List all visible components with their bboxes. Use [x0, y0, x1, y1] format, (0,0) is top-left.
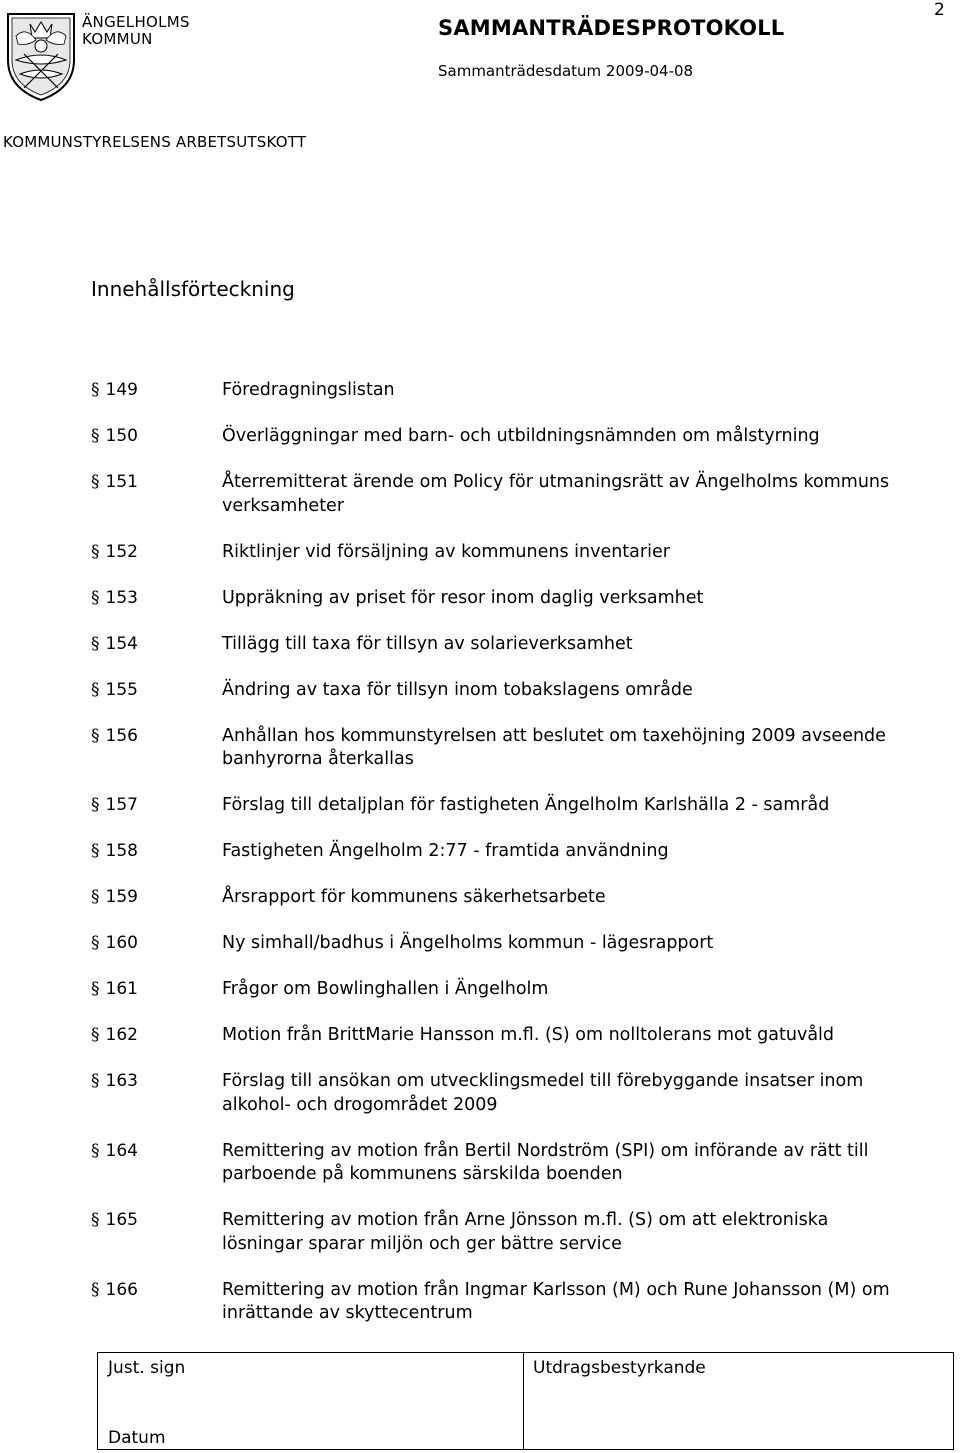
logo-line-2: KOMMUN	[82, 30, 153, 48]
section-symbol: §	[91, 1279, 100, 1300]
toc-item-text	[222, 1209, 931, 1256]
toc-item-text	[222, 794, 931, 818]
toc-item	[91, 1279, 931, 1326]
toc-item-num-value: 164	[105, 1140, 138, 1161]
toc-item-line: Återremitterat ärende om Policy för utmaningsrätt av Ängelholms kommuns	[222, 472, 890, 492]
toc-item-line: Överläggningar med barn- och utbildningsnämnden om målstyrning	[222, 426, 820, 446]
toc-item-text	[222, 679, 931, 703]
toc-item	[91, 541, 931, 565]
toc-item-num-value: 161	[105, 979, 138, 999]
toc-item-line: parboende på kommunens särskilda boenden	[222, 1164, 623, 1184]
toc-item-line: Förslag till detaljplan för fastigheten Ängelholm Karlshälla 2 - samråd	[222, 795, 830, 815]
toc-item-number	[91, 840, 138, 864]
section-symbol: §	[91, 633, 100, 654]
toc-item	[91, 425, 931, 449]
toc-item-number	[91, 794, 138, 818]
section-symbol: §	[91, 679, 100, 700]
committee-name: KOMMUNSTYRELSENS ARBETSUTSKOTT	[3, 133, 307, 151]
toc-item-num-value: 162	[105, 1025, 138, 1045]
section-symbol: §	[91, 587, 100, 608]
toc-item-text	[222, 587, 931, 611]
toc-item-num-value: 153	[105, 587, 138, 608]
toc-item	[91, 1140, 931, 1187]
toc-item-text	[222, 1140, 931, 1187]
document-title: SAMMANTRÄDESPROTOKOLL	[438, 16, 785, 40]
toc-item-num-value: 159	[105, 887, 138, 907]
toc-item-text	[222, 425, 931, 449]
toc-item-num-value: 166	[105, 1279, 138, 1300]
toc-item-text	[222, 1024, 931, 1048]
toc-item-text	[222, 840, 931, 864]
toc-item	[91, 794, 931, 818]
section-symbol: §	[91, 380, 100, 400]
toc-item-number	[91, 1024, 138, 1048]
toc-item-text	[222, 379, 931, 403]
toc-item-number	[91, 978, 138, 1002]
section-symbol: §	[91, 541, 100, 562]
toc-item-text	[222, 633, 931, 657]
toc-item-line: banhyrorna återkallas	[222, 749, 414, 769]
toc-item-number	[91, 541, 138, 565]
toc-item-line: Årsrapport för kommunens säkerhetsarbete	[222, 887, 606, 907]
toc-item-num-value: 155	[105, 679, 138, 700]
toc-item-text	[222, 886, 931, 910]
section-symbol: §	[91, 887, 100, 907]
toc-item-line: Remittering av motion från Bertil Nordström (SPI) om införande av rätt till	[222, 1140, 869, 1161]
toc-item-number	[91, 932, 138, 956]
toc-item	[91, 840, 931, 864]
section-symbol: §	[91, 1025, 100, 1045]
section-symbol: §	[91, 1071, 100, 1091]
logo-line-1: ÄNGELHOLMS	[82, 13, 190, 31]
section-symbol: §	[91, 795, 100, 815]
section-symbol: §	[91, 979, 100, 999]
toc-item-number	[91, 886, 138, 910]
toc-item-line: Remittering av motion från Arne Jönsson m.fl. (S) om att elektroniska	[222, 1210, 829, 1230]
toc-item	[91, 1209, 931, 1256]
toc-item-line: Fastigheten Ängelholm 2:77 - framtida användning	[222, 841, 669, 861]
table-of-contents	[91, 379, 931, 1326]
toc-item	[91, 587, 931, 611]
toc-item-number	[91, 425, 138, 449]
section-symbol: §	[91, 426, 100, 446]
toc-item-number	[91, 725, 138, 749]
toc-item-text	[222, 1070, 931, 1117]
toc-item-num-value: 158	[105, 841, 138, 861]
toc-title: Innehållsförteckning	[91, 277, 295, 301]
toc-item	[91, 978, 931, 1002]
toc-item-text	[222, 541, 931, 565]
toc-item-num-value: 149	[105, 380, 138, 400]
toc-item-line: Uppräkning av priset för resor inom daglig verksamhet	[222, 587, 704, 608]
toc-item-line: Frågor om Bowlinghallen i Ängelholm	[222, 979, 549, 999]
toc-item-number	[91, 1209, 138, 1233]
toc-item-line: Riktlinjer vid försäljning av kommunens inventarier	[222, 541, 670, 562]
toc-item-number	[91, 379, 138, 403]
toc-item	[91, 1024, 931, 1048]
datum-label: Datum	[108, 1428, 166, 1448]
toc-item-line: Tillägg till taxa för tillsyn av solarieverksamhet	[222, 633, 633, 654]
toc-item-num-value: 154	[105, 633, 138, 654]
toc-item-text	[222, 471, 931, 518]
toc-item-line: Ändring av taxa för tillsyn inom tobakslagens område	[222, 679, 693, 700]
toc-item-line: Motion från BrittMarie Hansson m.fl. (S) om nolltolerans mot gatuvåld	[222, 1025, 835, 1045]
utdragsbestyrkande-cell	[524, 1353, 954, 1450]
toc-item-line: Förslag till ansökan om utvecklingsmedel till förebyggande insatser inom	[222, 1071, 864, 1091]
toc-item	[91, 471, 931, 518]
toc-item-text	[222, 978, 931, 1002]
toc-item-num-value: 150	[105, 426, 138, 446]
toc-item	[91, 679, 931, 703]
toc-item	[91, 886, 931, 910]
toc-item-line: inrättande av skyttecentrum	[222, 1303, 473, 1323]
toc-item-line: Anhållan hos kommunstyrelsen att beslutet om taxehöjning 2009 avseende	[222, 725, 886, 746]
page-number: 2	[934, 0, 945, 20]
toc-item-num-value: 163	[105, 1071, 138, 1091]
toc-item-num-value: 156	[105, 725, 138, 746]
utdragsbestyrkande-label: Utdragsbestyrkande	[533, 1358, 706, 1378]
toc-item	[91, 932, 931, 956]
toc-item-num-value: 152	[105, 541, 138, 562]
toc-item-num-value: 157	[105, 795, 138, 815]
toc-item-number	[91, 1140, 138, 1164]
signature-table	[97, 1352, 954, 1450]
toc-item-line: verksamheter	[222, 495, 345, 516]
toc-item-line: Ny simhall/badhus i Ängelholms kommun - lägesrapport	[222, 933, 714, 953]
toc-item-number	[91, 587, 138, 611]
toc-item-text	[222, 932, 931, 956]
section-symbol: §	[91, 1210, 100, 1230]
toc-item-line: lösningar sparar miljön och ger bättre service	[222, 1233, 622, 1254]
section-symbol: §	[91, 725, 100, 746]
section-symbol: §	[91, 841, 100, 861]
meeting-date: Sammanträdesdatum 2009-04-08	[438, 62, 694, 80]
toc-item-number	[91, 471, 138, 495]
toc-item-text	[222, 725, 931, 772]
toc-item-number	[91, 633, 138, 657]
toc-item-num-value: 151	[105, 472, 138, 492]
toc-item-text	[222, 1279, 931, 1326]
just-sign-label: Just. sign	[108, 1358, 186, 1378]
toc-item-num-value: 165	[105, 1210, 138, 1230]
toc-item	[91, 379, 931, 403]
toc-item-number	[91, 1070, 138, 1094]
section-symbol: §	[91, 1140, 100, 1161]
toc-item	[91, 725, 931, 772]
toc-item-num-value: 160	[105, 933, 138, 953]
toc-item-line: alkohol- och drogområdet 2009	[222, 1094, 498, 1115]
section-symbol: §	[91, 933, 100, 953]
toc-item	[91, 633, 931, 657]
toc-item-number	[91, 679, 138, 703]
toc-item-line: Remittering av motion från Ingmar Karlsson (M) och Rune Johansson (M) om	[222, 1279, 890, 1300]
municipality-logo-text	[82, 14, 190, 48]
section-symbol: §	[91, 472, 100, 492]
toc-item-number	[91, 1279, 138, 1303]
coat-of-arms-logo	[2, 10, 80, 102]
toc-item-line: Föredragningslistan	[222, 380, 395, 400]
toc-item	[91, 1070, 931, 1117]
just-sign-cell	[98, 1353, 524, 1450]
